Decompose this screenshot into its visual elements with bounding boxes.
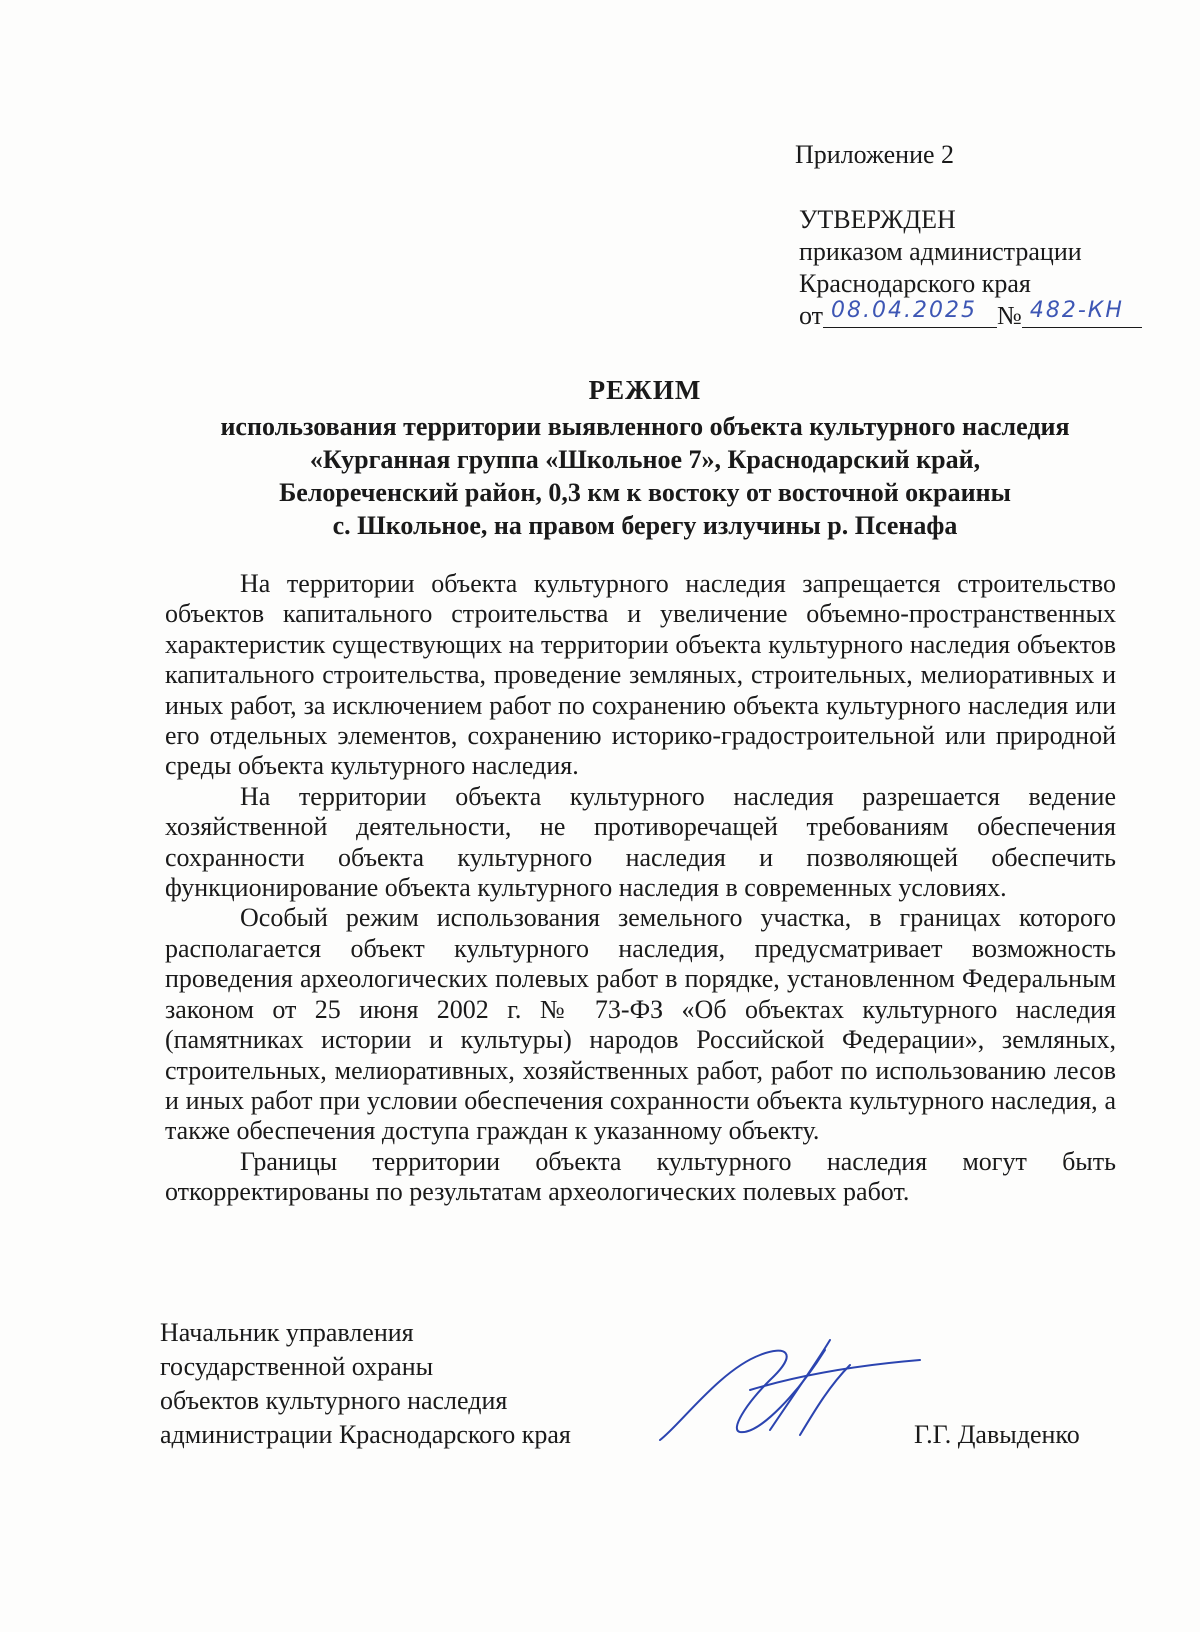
document-body — [165, 569, 1116, 1208]
body-paragraph-2: На территории объекта культурного наследия разрешается ведение хозяйственной деятельности, не противоречащей требованиям обеспечения сохранности объекта культурного наследия и позволяющей обеспечить функционирование объекта культурного наследия в современных условиях. — [165, 781, 1116, 903]
handwritten-date: 08.04.2025 — [831, 298, 977, 323]
approval-date-number-line — [799, 300, 1142, 332]
body-paragraph-3: Особый режим использования земельного участка, в границах которого располагается объект культурного наследия, предусматривает возможность проведения археологических полевых работ в порядке, установленном Федеральным законом от 25 июня 2002 г. № 73-ФЗ «Об объектах культурного наследия (памятниках истории и культуры) народов Российской Федерации», земляных, строительных, мелиоративных, хозяйственных работ, работ по использованию лесов и иных работ при условии обеспечения сохранности объекта культурного наследия, а также обеспечения доступа граждан к указанному объекту. — [165, 903, 1116, 1146]
signatory-name: Г.Г. Давыденко — [914, 1420, 1080, 1449]
appendix-label: Приложение 2 — [795, 140, 955, 169]
title-line-4: с. Школьное, на правом берегу излучины р. Псенафа — [332, 511, 958, 540]
body-paragraph-1: На территории объекта культурного наследия запрещается строительство объектов капитального строительства и увеличение объемно-пространственных характеристик существующих на территории объекта культурного наследия объектов капитального строительства, проведение земляных, строительных, мелиоративных и иных работ, за исключением работ по сохранению объекта культурного наследия или его отдельных элементов, сохранению историко-градостроительной или природной среды объекта культурного наследия. — [165, 569, 1116, 781]
position-line-4: администрации Краснодарского края — [160, 1420, 571, 1449]
title-line-2: «Курганная группа «Школьное 7», Краснодарский край, — [309, 445, 981, 474]
date-field — [823, 298, 997, 328]
document-title — [100, 374, 1190, 542]
signatory-position — [160, 1316, 571, 1452]
number-label: № — [997, 301, 1022, 330]
number-field — [1022, 298, 1142, 328]
handwritten-number: 482-КН — [1029, 298, 1124, 323]
title-heading: РЕЖИМ — [588, 375, 702, 405]
from-label: от — [799, 301, 824, 330]
approval-line-3: Краснодарского края — [799, 269, 1031, 298]
handwritten-signature — [650, 1330, 930, 1450]
approval-stamp — [799, 204, 1142, 332]
position-line-2: государственной охраны — [160, 1352, 434, 1381]
title-line-3: Белореченский район, 0,3 км к востоку от восточной окраины — [279, 478, 1011, 507]
title-line-1: использования территории выявленного объекта культурного наследия — [220, 412, 1070, 441]
position-line-1: Начальник управления — [160, 1318, 414, 1347]
body-paragraph-4: Границы территории объекта культурного наследия могут быть откорректированы по результатам археологических полевых работ. — [165, 1146, 1116, 1207]
approval-line-1: УТВЕРЖДЕН — [799, 205, 956, 234]
approval-line-2: приказом администрации — [799, 237, 1082, 266]
position-line-3: объектов культурного наследия — [160, 1386, 508, 1415]
